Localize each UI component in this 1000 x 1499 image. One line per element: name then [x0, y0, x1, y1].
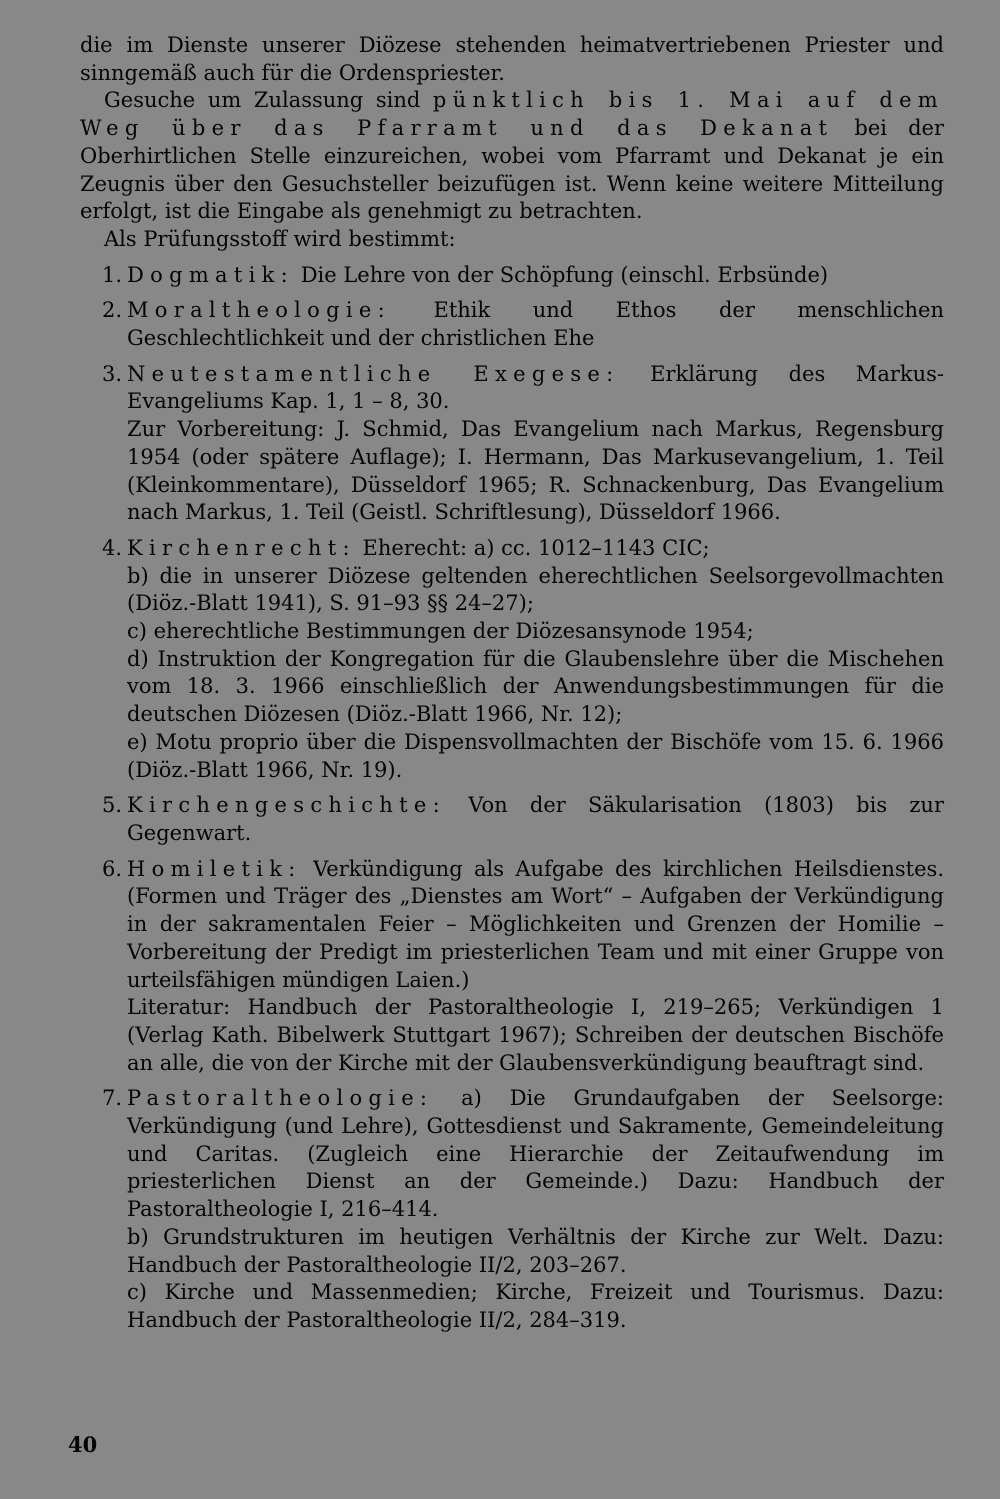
- item-text: Die Lehre von der Schöpfung (einschl. Erbsünde): [300, 262, 829, 287]
- item-text: a) Die Grundaufgaben der Seelsorge: Verkündigung (und Lehre), Gottesdienst und Sakramente, Gemeindeleitung und Caritas. (Zugleich eine Hierarchie der Zeitaufwendung im priesterlichen Dienst an der Gemeinde.) Dazu: Handbuch der Pastoraltheologie I, 216–414.: [127, 1086, 944, 1222]
- item-paragraph: [127, 563, 944, 618]
- item-text: Erklärung des Markus-Evangeliums Kap. 1, 1 – 8, 30.: [127, 361, 944, 414]
- item-text: c) eherechtliche Bestimmungen der Diözesansynode 1954;: [127, 619, 754, 644]
- item-number: 2.: [102, 298, 123, 323]
- item-paragraph: [127, 1224, 944, 1279]
- item-number: 5.: [102, 793, 123, 818]
- item-paragraph: [127, 416, 944, 527]
- item-title: Moraltheologie:: [127, 298, 391, 323]
- item-paragraph: [127, 618, 944, 646]
- item-text: Von der Säkularisation (1803) bis zur Gegenwart.: [127, 793, 944, 845]
- intro-p2-start: Gesuche um Zulassung sind: [104, 88, 433, 113]
- list-item: [80, 297, 944, 352]
- list-item: [80, 792, 944, 847]
- item-paragraph: [127, 1279, 944, 1334]
- intro-paragraph-1: die im Dienste unserer Diözese stehenden heimatvertriebenen Priester und sinngemäß auch für die Ordenspriester.: [80, 33, 944, 85]
- body-text: [80, 32, 944, 1335]
- item-title: Homiletik:: [127, 856, 302, 881]
- item-text: Ethik und Ethos der menschlichen Geschlechtlichkeit und der christlichen Ehe: [127, 298, 944, 351]
- item-paragraph: [127, 262, 944, 290]
- item-paragraph: [127, 297, 944, 352]
- item-title: Dogmatik:: [127, 262, 295, 287]
- intro-paragraph-3: Als Prüfungsstoff wird bestimmt:: [104, 226, 456, 251]
- item-text: b) Grundstrukturen im heutigen Verhältnis der Kirche zur Welt. Dazu: Handbuch der Pastoraltheologie II/2, 203–267.: [127, 1224, 944, 1277]
- list-item: [80, 361, 944, 527]
- item-number: 3.: [102, 361, 123, 386]
- page-number: 40: [68, 1432, 98, 1457]
- item-text: c) Kirche und Massenmedien; Kirche, Freizeit und Tourismus. Dazu: Handbuch der Pastoraltheologie II/2, 284–319.: [127, 1280, 944, 1332]
- item-text: Verkündigung als Aufgabe des kirchlichen Heilsdienstes. (Formen und Träger des „Dienstes am Wort“ – Aufgaben der Verkündigung in der sakramentalen Feier – Möglichkeiten und Grenzen der Homilie – Vorbereitung der Predigt im priesterlichen Team und mit einer Gruppe von urteilsfähigen mündigen Laien.): [127, 856, 944, 992]
- item-text: Literatur: Handbuch der Pastoraltheologie I, 219–265; Verkündigen 1 (Verlag Kath. Bibelwerk Stuttgart 1967); Schreiben der deutschen Bischöfe an alle, die von der Kirche mit der Glaubensverkündigung beauftragt sind.: [127, 995, 944, 1075]
- item-paragraph: [127, 729, 944, 784]
- intro-p2-rest: bei der Oberhirtlichen Stelle einzureichen, wobei vom Pfarramt und Dekanat je ein Zeugnis über den Gesuchsteller beizufügen ist. Wenn keine weitere Mitteilung erfolgt, ist die Eingabe als genehmigt zu betrachten.: [80, 116, 944, 224]
- intro-paragraph-2: [80, 87, 944, 226]
- item-text: Eherecht: a) cc. 1012–1143 CIC;: [362, 535, 710, 560]
- list-item: [80, 535, 944, 784]
- list-item: [80, 262, 944, 290]
- exam-topics-list: [80, 262, 944, 1335]
- item-text: Zur Vorbereitung: J. Schmid, Das Evangelium nach Markus, Regensburg 1954 (oder spätere Auflage); I. Hermann, Das Markusevangelium, 1. Teil (Kleinkommentare), Düsseldorf 1965; R. Schnackenburg, Das Evangelium nach Markus, 1. Teil (Geistl. Schriftlesung), Düsseldorf 1966.: [127, 417, 944, 525]
- item-paragraph: [127, 1085, 944, 1224]
- item-title: Kirchengeschichte:: [127, 793, 446, 818]
- item-title: Kirchenrecht:: [127, 535, 356, 560]
- item-title: Neutestamentliche Exegese:: [127, 361, 620, 386]
- item-text: e) Motu proprio über die Dispensvollmachten der Bischöfe vom 15. 6. 1966 (Diöz.-Blatt 1966, Nr. 19).: [127, 729, 944, 782]
- item-paragraph: [127, 994, 944, 1077]
- item-paragraph: [127, 792, 944, 847]
- list-item: [80, 1085, 944, 1334]
- item-paragraph: [127, 646, 944, 729]
- item-text: b) die in unserer Diözese geltenden eherechtlichen Seelsorgevollmachten (Diöz.-Blatt 1941), S. 91–93 §§ 24–27);: [127, 563, 944, 616]
- item-title: Pastoraltheologie:: [127, 1086, 434, 1111]
- item-paragraph: [127, 535, 944, 563]
- item-number: 4.: [102, 535, 123, 560]
- item-text: d) Instruktion der Kongregation für die Glaubenslehre über die Mischehen vom 18. 3. 1966 einschließlich der Anwendungsbestimmungen für die deutschen Diözesen (Diöz.-Blatt 1966, Nr. 12);: [127, 646, 944, 727]
- item-number: 1.: [102, 262, 123, 287]
- item-number: 6.: [102, 856, 123, 881]
- item-number: 7.: [102, 1086, 123, 1111]
- item-paragraph: [127, 361, 944, 416]
- intro-p2-spaced: pünktlich bis 1. Mai auf dem Weg über das Pfarramt und das Dekanat: [80, 88, 945, 141]
- item-paragraph: [127, 856, 944, 995]
- list-item: [80, 856, 944, 1078]
